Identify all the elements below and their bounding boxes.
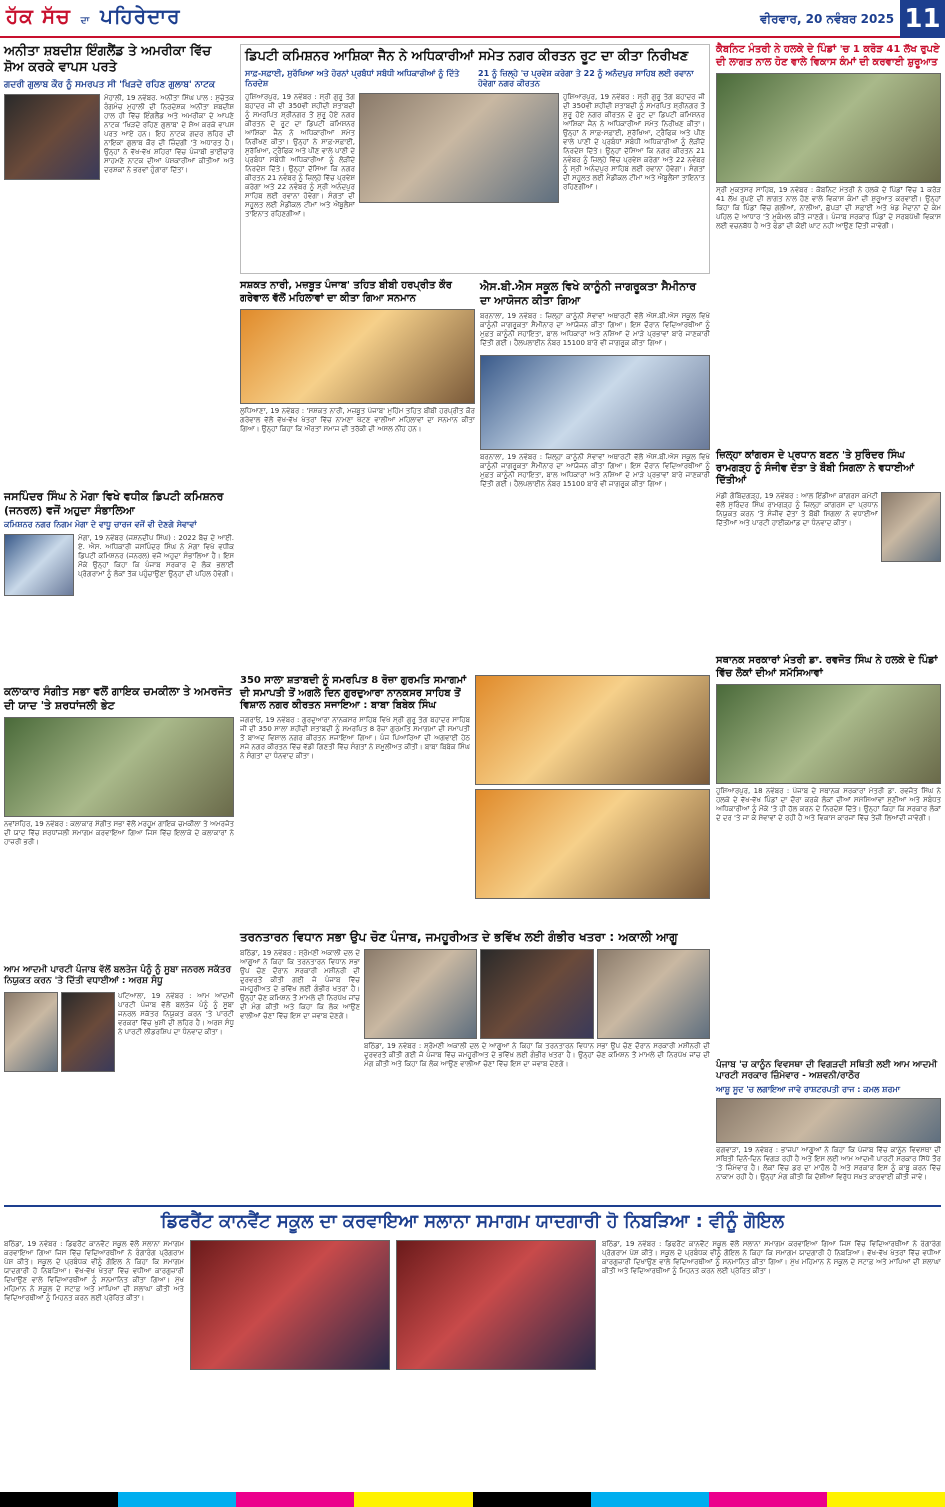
article-body: ਮੋਹਾਲੀ, 19 ਨਵੰਬਰ. ਅਨੀਤਾ ਸਿੰਘ ਪਾਲ : ਸੁਚੇਤਕ ਰੰਗਮੰਚ ਮੁਹਾਲੀ ਦੀ ਨਿਰਦੇਸ਼ਕ ਅਨੀਤਾ ਸ਼ਬਦੀਸ਼ ਹਾਲ ਹੀ ਵਿੱਚ ਇੰਗਲੈਂਡ ਅਤੇ ਅਮਰੀਕਾ ਦੇ ਆਪਣੇ ਨਾਟਕ 'ਖਿੜਦੇ ਰਹਿਣ ਗੁਲਾਬ' ਦੇ ਸ਼ੋਅ ਕਰਕੇ ਵਾਪਸ ਪਰਤ ਆਏ ਹਨ। ਇਹ ਨਾਟਕ ਗਦਰ ਲਹਿਰ ਦੀ ਨਾਇਕਾ ਗੁਲਾਬ ਕੌਰ ਦੀ ਜ਼ਿੰਦਗੀ 'ਤੇ ਅਧਾਰਤ ਹੈ। ਉਨ੍ਹਾਂ ਨੇ ਵੱਖ-ਵੱਖ ਸ਼ਹਿਰਾਂ ਵਿੱਚ ਪੰਜਾਬੀ ਭਾਈਚਾਰੇ ਸਾਹਮਣੇ ਨਾਟਕ ਦੀਆਂ ਪੇਸ਼ਕਾਰੀਆਂ ਕੀਤੀਆਂ ਅਤੇ ਦਰਸ਼ਕਾਂ ਨੇ ਭਰਵਾਂ ਹੁੰਗਾਰਾ ਦਿੱਤਾ।	[104, 93, 234, 174]
article-chamkila	[4, 685, 234, 865]
article-law-order	[716, 1060, 941, 1200]
headline: ਡਿਪਟੀ ਕਮਿਸ਼ਨਰ ਆਸ਼ਿਕਾ ਜੈਨ ਨੇ ਅਧਿਕਾਰੀਆਂ ਸਮੇਤ ਨਗਰ ਕੀਰਤਨ ਰੂਟ ਦਾ ਕੀਤਾ ਨਿਰੀਖਣ	[245, 49, 689, 64]
headline: ਡਿਫਰੈਂਟ ਕਾਨਵੈਂਟ ਸਕੂਲ ਦਾ ਕਰਵਾਇਆ ਸਲਾਨਾ ਸਮਾਗਮ ਯਾਦਗਾਰੀ ਹੋ ਨਿਬੜਿਆ : ਵੀਨੂੰ ਗੋਇਲ	[160, 1211, 785, 1232]
article-jaspinder	[4, 490, 234, 680]
logo-part-3: ਪਹਿਰੇਦਾਰ	[100, 4, 181, 28]
article-body-left: ਹੁਸ਼ਿਆਰਪੁਰ, 19 ਨਵੰਬਰ : ਸ੍ਰੀ ਗੁਰੂ ਤੇਗ ਬਹਾਦਰ ਜੀ ਦੀ 350ਵੀਂ ਸ਼ਹੀਦੀ ਸ਼ਤਾਬਦੀ ਨੂੰ ਸਮਰਪਿਤ ਸ਼੍ਰੀਨਗਰ ਤੋਂ ਸ਼ੁਰੂ ਹੋਏ ਨਗਰ ਕੀਰਤਨ ਦੇ ਰੂਟ ਦਾ ਡਿਪਟੀ ਕਮਿਸ਼ਨਰ ਆਸ਼ਿਕਾ ਜੈਨ ਨੇ ਅਧਿਕਾਰੀਆਂ ਸਮੇਤ ਨਿਰੀਖਣ ਕੀਤਾ। ਉਨ੍ਹਾਂ ਨੇ ਸਾਫ਼-ਸਫ਼ਾਈ, ਸੁਰੱਖਿਆ, ਟ੍ਰੈਫਿਕ ਅਤੇ ਪੀਣ ਵਾਲੇ ਪਾਣੀ ਦੇ ਪ੍ਰਬੰਧਾਂ ਸਬੰਧੀ ਅਧਿਕਾਰੀਆਂ ਨੂੰ ਲੋੜੀਂਦੇ ਨਿਰਦੇਸ਼ ਦਿੱਤੇ। ਉਨ੍ਹਾਂ ਦੱਸਿਆ ਕਿ ਨਗਰ ਕੀਰਤਨ 21 ਨਵੰਬਰ ਨੂੰ ਜ਼ਿਲ੍ਹੇ ਵਿੱਚ ਪ੍ਰਵੇਸ਼ ਕਰੇਗਾ ਅਤੇ 22 ਨਵੰਬਰ ਨੂੰ ਸ੍ਰੀ ਅਨੰਦਪੁਰ ਸਾਹਿਬ ਲਈ ਰਵਾਨਾ ਹੋਵੇਗਾ। ਸੰਗਤਾਂ ਦੀ ਸਹੂਲਤ ਲਈ ਮੈਡੀਕਲ ਟੀਮਾਂ ਅਤੇ ਐਂਬੂਲੈਂਸਾਂ ਤਾਇਨਾਤ ਰਹਿਣਗੀਆਂ।	[245, 93, 355, 219]
ceremony-photo-1	[190, 1240, 390, 1370]
headline: ਸਥਾਨਕ ਸਰਕਾਰਾਂ ਮੰਤਰੀ ਡਾ. ਰਵਜੋਤ ਸਿੰਘ ਨੇ ਹਲਕੇ ਦੇ ਪਿੰਡਾਂ ਵਿੱਚ ਲੋਕਾਂ ਦੀਆਂ ਸਮੱਸਿਆਵਾਂ	[716, 655, 938, 679]
headline: ਜ਼ਿਲ੍ਹਾ ਕਾਂਗਰਸ ਦੇ ਪ੍ਰਧਾਨ ਬਣਨ 'ਤੇ ਸੁਰਿੰਦਰ ਸਿੰਘ ਰਾਮਗੜ੍ਹ ਨੂੰ ਸੰਜੀਵ ਦੱਤਾ ਤੇ ਬੌਬੀ ਸਿਗਲਾ ਨੇ ਵਧਾਈਆਂ ਦਿੱਤੀਆਂ	[716, 450, 915, 486]
kirtan-photo-1	[475, 675, 710, 785]
headline: ਕੈਬਨਿਟ ਮੰਤਰੀ ਨੇ ਹਲਕੇ ਦੇ ਪਿੰਡਾਂ 'ਚ 1 ਕਰੋੜ 41 ਲੱਖ ਰੁਪਏ ਦੀ ਲਾਗਤ ਨਾਲ ਹੋਣ ਵਾਲੇ ਵਿਕਾਸ ਕੰਮਾਂ ਦੀ ਕਰਵਾਈ ਸ਼ੁਰੂਆਤ	[716, 44, 940, 68]
dateline: ਵੀਰਵਾਰ, 20 ਨਵੰਬਰ 2025	[760, 12, 895, 26]
officer-photo	[4, 534, 74, 596]
masthead	[0, 0, 945, 38]
color-registration-bar	[0, 1492, 945, 1507]
article-body-right: ਹੁਸ਼ਿਆਰਪੁਰ, 19 ਨਵੰਬਰ : ਸ੍ਰੀ ਗੁਰੂ ਤੇਗ ਬਹਾਦਰ ਜੀ ਦੀ 350ਵੀਂ ਸ਼ਹੀਦੀ ਸ਼ਤਾਬਦੀ ਨੂੰ ਸਮਰਪਿਤ ਸ਼੍ਰੀਨਗਰ ਤੋਂ ਸ਼ੁਰੂ ਹੋਏ ਨਗਰ ਕੀਰਤਨ ਦੇ ਰੂਟ ਦਾ ਡਿਪਟੀ ਕਮਿਸ਼ਨਰ ਆਸ਼ਿਕਾ ਜੈਨ ਨੇ ਅਧਿਕਾਰੀਆਂ ਸਮੇਤ ਨਿਰੀਖਣ ਕੀਤਾ। ਉਨ੍ਹਾਂ ਨੇ ਸਾਫ਼-ਸਫ਼ਾਈ, ਸੁਰੱਖਿਆ, ਟ੍ਰੈਫਿਕ ਅਤੇ ਪੀਣ ਵਾਲੇ ਪਾਣੀ ਦੇ ਪ੍ਰਬੰਧਾਂ ਸਬੰਧੀ ਅਧਿਕਾਰੀਆਂ ਨੂੰ ਲੋੜੀਂਦੇ ਨਿਰਦੇਸ਼ ਦਿੱਤੇ। ਉਨ੍ਹਾਂ ਦੱਸਿਆ ਕਿ ਨਗਰ ਕੀਰਤਨ 21 ਨਵੰਬਰ ਨੂੰ ਜ਼ਿਲ੍ਹੇ ਵਿੱਚ ਪ੍ਰਵੇਸ਼ ਕਰੇਗਾ ਅਤੇ 22 ਨਵੰਬਰ ਨੂੰ ਸ੍ਰੀ ਅਨੰਦਪੁਰ ਸਾਹਿਬ ਲਈ ਰਵਾਨਾ ਹੋਵੇਗਾ। ਸੰਗਤਾਂ ਦੀ ਸਹੂਲਤ ਲਈ ਮੈਡੀਕਲ ਟੀਮਾਂ ਅਤੇ ਐਂਬੂਲੈਂਸਾਂ ਤਾਇਨਾਤ ਰਹਿਣਗੀਆਂ।	[563, 93, 705, 192]
logo-part-1: ਹੱਕ ਸੱਚ	[6, 4, 71, 28]
logo-part-2: ਦਾ	[80, 16, 91, 26]
article-body: ਨਵਾਂਸ਼ਹਿਰ, 19 ਨਵੰਬਰ : ਕਲਾਕਾਰ ਸੰਗੀਤ ਸਭਾ ਵੱਲੋਂ ਮਰਹੂਮ ਗਾਇਕ ਚਮਕੀਲਾ ਤੇ ਅਮਰਜੋਤ ਦੀ ਯਾਦ ਵਿੱਚ ਸ਼ਰਧਾਂਜਲੀ ਸਮਾਗਮ ਕਰਵਾਇਆ ਗਿਆ ਜਿਸ ਵਿੱਚ ਇਲਾਕੇ ਦੇ ਕਲਾਕਾਰਾਂ ਨੇ ਹਾਜ਼ਰੀ ਭਰੀ।	[4, 819, 234, 846]
subhead: ਗਦਰੀ ਗੁਲਾਬ ਕੌਰ ਨੂੰ ਸਮਰਪਤ ਸੀ 'ਖਿੜਦੇ ਰਹਿਣ ਗੁਲਾਬ' ਨਾਟਕ	[4, 79, 216, 90]
inspection-photo	[359, 93, 559, 203]
leader-photo-1	[364, 949, 477, 1039]
kirtan-photo-2	[475, 789, 710, 899]
article-body-right: ਬਠਿੰਡਾ, 19 ਨਵੰਬਰ : ਡਿਫਰੈਂਟ ਕਾਨਵੈਂਟ ਸਕੂਲ ਵੱਲੋਂ ਸਲਾਨਾ ਸਮਾਗਮ ਕਰਵਾਇਆ ਗਿਆ ਜਿਸ ਵਿੱਚ ਵਿਦਿਆਰਥੀਆਂ ਨੇ ਰੰਗਾਰੰਗ ਪ੍ਰੋਗਰਾਮ ਪੇਸ਼ ਕੀਤੇ। ਸਕੂਲ ਦੇ ਪ੍ਰਬੰਧਕ ਵੀਨੂੰ ਗੋਇਲ ਨੇ ਕਿਹਾ ਕਿ ਸਮਾਗਮ ਯਾਦਗਾਰੀ ਹੋ ਨਿਬੜਿਆ। ਵੱਖ-ਵੱਖ ਖੇਤਰਾਂ ਵਿੱਚ ਵਧੀਆ ਕਾਰਗੁਜ਼ਾਰੀ ਦਿਖਾਉਣ ਵਾਲੇ ਵਿਦਿਆਰਥੀਆਂ ਨੂੰ ਸਨਮਾਨਿਤ ਕੀਤਾ ਗਿਆ। ਮੁੱਖ ਮਹਿਮਾਨ ਨੇ ਸਕੂਲ ਦੇ ਸਟਾਫ਼ ਅਤੇ ਮਾਪਿਆਂ ਦੀ ਸ਼ਲਾਘਾ ਕੀਤੀ ਅਤੇ ਵਿਦਿਆਰਥੀਆਂ ਨੂੰ ਮਿਹਨਤ ਕਰਨ ਲਈ ਪ੍ਰੇਰਿਤ ਕੀਤਾ।	[602, 1239, 941, 1275]
article-convent-school	[4, 1205, 941, 1490]
ceremony-photo-2	[396, 1240, 596, 1370]
portrait-photo-1	[4, 992, 58, 1072]
article-body: ਬਠਿੰਡਾ, 19 ਨਵੰਬਰ : ਸ਼੍ਰੋਮਣੀ ਅਕਾਲੀ ਦਲ ਦੇ ਆਗੂਆਂ ਨੇ ਕਿਹਾ ਕਿ ਤਰਨਤਾਰਨ ਵਿਧਾਨ ਸਭਾ ਉਪ ਚੋਣ ਦੌਰਾਨ ਸਰਕਾਰੀ ਮਸ਼ੀਨਰੀ ਦੀ ਦੁਰਵਰਤੋਂ ਕੀਤੀ ਗਈ ਜੋ ਪੰਜਾਬ ਵਿੱਚ ਜਮਹੂਰੀਅਤ ਦੇ ਭਵਿੱਖ ਲਈ ਗੰਭੀਰ ਖਤਰਾ ਹੈ। ਉਨ੍ਹਾਂ ਚੋਣ ਕਮਿਸ਼ਨ ਤੋਂ ਮਾਮਲੇ ਦੀ ਨਿਰਪੱਖ ਜਾਂਚ ਦੀ ਮੰਗ ਕੀਤੀ ਅਤੇ ਕਿਹਾ ਕਿ ਲੋਕ ਆਉਣ ਵਾਲੀਆਂ ਚੋਣਾਂ ਵਿੱਚ ਇਸ ਦਾ ਜਵਾਬ ਦੇਣਗੇ।	[364, 1042, 710, 1068]
article-women-honour	[240, 280, 475, 670]
article-body: ਫਗਵਾੜਾ, 19 ਨਵੰਬਰ : ਭਾਜਪਾ ਆਗੂਆਂ ਨੇ ਕਿਹਾ ਕਿ ਪੰਜਾਬ ਵਿੱਚ ਕਾਨੂੰਨ ਵਿਵਸਥਾ ਦੀ ਸਥਿਤੀ ਦਿਨੋਂ-ਦਿਨ ਵਿਗੜ ਰਹੀ ਹੈ ਅਤੇ ਇਸ ਲਈ ਆਮ ਆਦਮੀ ਪਾਰਟੀ ਸਰਕਾਰ ਸਿੱਧੇ ਤੌਰ 'ਤੇ ਜ਼ਿੰਮੇਵਾਰ ਹੈ। ਲੋਕਾਂ ਵਿੱਚ ਡਰ ਦਾ ਮਾਹੌਲ ਹੈ ਅਤੇ ਸਰਕਾਰ ਇਸ ਨੂੰ ਕਾਬੂ ਕਰਨ ਵਿੱਚ ਨਾਕਾਮ ਰਹੀ ਹੈ। ਉਨ੍ਹਾਂ ਮੰਗ ਕੀਤੀ ਕਿ ਦੋਸ਼ੀਆਂ ਵਿਰੁੱਧ ਸਖ਼ਤ ਕਾਰਵਾਈ ਕੀਤੀ ਜਾਵੇ।	[716, 1145, 941, 1181]
article-body: ਪਟਿਆਲਾ, 19 ਨਵੰਬਰ : ਆਮ ਆਦਮੀ ਪਾਰਟੀ ਪੰਜਾਬ ਵੱਲੋਂ ਬਲਤੇਜ ਪੰਨੂੰ ਨੂੰ ਸੂਬਾ ਜਨਰਲ ਸਕੱਤਰ ਨਿਯੁਕਤ ਕਰਨ 'ਤੇ ਪਾਰਟੀ ਵਰਕਰਾਂ ਵਿੱਚ ਖੁਸ਼ੀ ਦੀ ਲਹਿਰ ਹੈ। ਅਰਸ਼ ਸੰਧੂ ਨੇ ਪਾਰਟੀ ਲੀਡਰਸ਼ਿਪ ਦਾ ਧੰਨਵਾਦ ਕੀਤਾ।	[118, 991, 234, 1036]
article-body: ਜਗਰਾਓਂ, 19 ਨਵੰਬਰ : ਗੁਰਦੁਆਰਾ ਨਾਨਕਸਰ ਸਾਹਿਬ ਵਿਖੇ ਸ੍ਰੀ ਗੁਰੂ ਤੇਗ ਬਹਾਦਰ ਸਾਹਿਬ ਜੀ ਦੀ 350 ਸਾਲਾ ਸ਼ਹੀਦੀ ਸ਼ਤਾਬਦੀ ਨੂੰ ਸਮਰਪਿਤ 8 ਰੋਜ਼ਾ ਗੁਰਮਤਿ ਸਮਾਗਮਾਂ ਦੀ ਸਮਾਪਤੀ ਤੋਂ ਬਾਅਦ ਵਿਸ਼ਾਲ ਨਗਰ ਕੀਰਤਨ ਸਜਾਇਆ ਗਿਆ। ਪੰਜ ਪਿਆਰਿਆਂ ਦੀ ਅਗਵਾਈ ਹੇਠ ਸਜੇ ਨਗਰ ਕੀਰਤਨ ਵਿੱਚ ਵੱਡੀ ਗਿਣਤੀ ਵਿੱਚ ਸੰਗਤਾਂ ਨੇ ਸ਼ਮੂਲੀਅਤ ਕੀਤੀ। ਬਾਬਾ ਬਿਬੇਕ ਸਿੰਘ ਨੇ ਸੰਗਤਾਂ ਦਾ ਧੰਨਵਾਦ ਕੀਤਾ।	[240, 715, 470, 760]
article-dc-inspection	[240, 44, 710, 274]
leader-photo-3	[597, 949, 710, 1039]
headline: ਸਸ਼ਕਤ ਨਾਰੀ, ਮਜ਼ਬੂਤ ਪੰਜਾਬ' ਤਹਿਤ ਬੀਬੀ ਹਰਪ੍ਰੀਤ ਕੌਰ ਗਰੇਵਾਲ ਵੱਲੋਂ ਮਹਿਲਾਵਾਂ ਦਾ ਕੀਤਾ ਗਿਆ ਸਨਮਾਨ	[240, 280, 452, 304]
page-number: 11	[900, 0, 945, 38]
article-body: ਮੰਡੀ ਗੋਬਿੰਦਗੜ੍ਹ, 19 ਨਵੰਬਰ : ਆਲ ਇੰਡੀਆ ਕਾਂਗਰਸ ਕਮੇਟੀ ਵੱਲੋਂ ਸੁਰਿੰਦਰ ਸਿੰਘ ਰਾਮਗੜ੍ਹ ਨੂੰ ਜ਼ਿਲ੍ਹਾ ਕਾਂਗਰਸ ਦਾ ਪ੍ਰਧਾਨ ਨਿਯੁਕਤ ਕਰਨ 'ਤੇ ਸੰਜੀਵ ਦੱਤਾ ਤੇ ਬੌਬੀ ਸਿਗਲਾ ਨੇ ਵਧਾਈਆਂ ਦਿੱਤੀਆਂ ਅਤੇ ਪਾਰਟੀ ਹਾਈਕਮਾਂਡ ਦਾ ਧੰਨਵਾਦ ਕੀਤਾ।	[716, 491, 878, 527]
article-tarn-taran	[240, 930, 710, 1200]
article-body: ਬਰਨਾਲਾ, 19 ਨਵੰਬਰ : ਜ਼ਿਲ੍ਹਾ ਕਾਨੂੰਨੀ ਸੇਵਾਵਾਂ ਅਥਾਰਟੀ ਵੱਲੋਂ ਐਸ.ਬੀ.ਐਸ ਸਕੂਲ ਵਿਖੇ ਕਾਨੂੰਨੀ ਜਾਗਰੂਕਤਾ ਸੈਮੀਨਾਰ ਦਾ ਆਯੋਜਨ ਕੀਤਾ ਗਿਆ। ਇਸ ਦੌਰਾਨ ਵਿਦਿਆਰਥੀਆਂ ਨੂੰ ਮੁਫ਼ਤ ਕਾਨੂੰਨੀ ਸਹਾਇਤਾ, ਬਾਲ ਅਧਿਕਾਰਾਂ ਅਤੇ ਨਸ਼ਿਆਂ ਦੇ ਮਾੜੇ ਪ੍ਰਭਾਵਾਂ ਬਾਰੇ ਜਾਣਕਾਰੀ ਦਿੱਤੀ ਗਈ। ਹੈਲਪਲਾਈਨ ਨੰਬਰ 15100 ਬਾਰੇ ਵੀ ਜਾਗਰੂਕ ਕੀਤਾ ਗਿਆ।	[480, 452, 710, 488]
article-body-left: ਬਠਿੰਡਾ, 19 ਨਵੰਬਰ : ਸ਼੍ਰੋਮਣੀ ਅਕਾਲੀ ਦਲ ਦੇ ਆਗੂਆਂ ਨੇ ਕਿਹਾ ਕਿ ਤਰਨਤਾਰਨ ਵਿਧਾਨ ਸਭਾ ਉਪ ਚੋਣ ਦੌਰਾਨ ਸਰਕਾਰੀ ਮਸ਼ੀਨਰੀ ਦੀ ਦੁਰਵਰਤੋਂ ਕੀਤੀ ਗਈ ਜੋ ਪੰਜਾਬ ਵਿੱਚ ਜਮਹੂਰੀਅਤ ਦੇ ਭਵਿੱਖ ਲਈ ਗੰਭੀਰ ਖਤਰਾ ਹੈ। ਉਨ੍ਹਾਂ ਚੋਣ ਕਮਿਸ਼ਨ ਤੋਂ ਮਾਮਲੇ ਦੀ ਨਿਰਪੱਖ ਜਾਂਚ ਦੀ ਮੰਗ ਕੀਤੀ ਅਤੇ ਕਿਹਾ ਕਿ ਲੋਕ ਆਉਣ ਵਾਲੀਆਂ ਚੋਣਾਂ ਵਿੱਚ ਇਸ ਦਾ ਜਵਾਬ ਦੇਣਗੇ।	[240, 949, 360, 1020]
headline: ਤਰਨਤਾਰਨ ਵਿਧਾਨ ਸਭਾ ਉਪ ਚੋਣ ਪੰਜਾਬ, ਜਮਹੂਰੀਅਤ ਦੇ ਭਵਿੱਖ ਲਈ ਗੰਭੀਰ ਖਤਰਾ : ਅਕਾਲੀ ਆਗੂ	[240, 930, 678, 944]
article-nagar-kirtan	[240, 675, 470, 925]
headline: 350 ਸਾਲਾ ਸ਼ਤਾਬਦੀ ਨੂੰ ਸਮਰਪਿਤ 8 ਰੋਜ਼ਾ ਗੁਰਮਤਿ ਸਮਾਗਮਾਂ ਦੀ ਸਮਾਪਤੀ ਤੋਂ ਅਗਲੇ ਦਿਨ ਗੁਰਦੁਆਰਾ ਨਾਨਕਸਰ ਸਾਹਿਬ ਤੋਂ ਵਿਸ਼ਾਲ ਨਗਰ ਕੀਰਤਨ ਸਜਾਇਆ : ਬਾਬਾ ਬਿਬੇਕ ਸਿੰਘ	[240, 675, 467, 711]
article-body-top: ਬਰਨਾਲਾ, 19 ਨਵੰਬਰ : ਜ਼ਿਲ੍ਹਾ ਕਾਨੂੰਨੀ ਸੇਵਾਵਾਂ ਅਥਾਰਟੀ ਵੱਲੋਂ ਐਸ.ਬੀ.ਐਸ ਸਕੂਲ ਵਿਖੇ ਕਾਨੂੰਨੀ ਜਾਗਰੂਕਤਾ ਸੈਮੀਨਾਰ ਦਾ ਆਯੋਜਨ ਕੀਤਾ ਗਿਆ। ਇਸ ਦੌਰਾਨ ਵਿਦਿਆਰਥੀਆਂ ਨੂੰ ਮੁਫ਼ਤ ਕਾਨੂੰਨੀ ਸਹਾਇਤਾ, ਬਾਲ ਅਧਿਕਾਰਾਂ ਅਤੇ ਨਸ਼ਿਆਂ ਦੇ ਮਾੜੇ ਪ੍ਰਭਾਵਾਂ ਬਾਰੇ ਜਾਣਕਾਰੀ ਦਿੱਤੀ ਗਈ। ਹੈਲਪਲਾਈਨ ਨੰਬਰ 15100 ਬਾਰੇ ਵੀ ਜਾਗਰੂਕ ਕੀਤਾ ਗਿਆ।	[480, 311, 710, 347]
subhead-a: ਸਾਫ਼-ਸਫ਼ਾਈ, ਸੁਰੱਖਿਆ ਅਤੇ ਹੋਰਨਾਂ ਪ੍ਰਬੰਧਾਂ ਸਬੰਧੀ ਅਧਿਕਾਰੀਆਂ ਨੂੰ ਦਿੱਤੇ ਨਿਰਦੇਸ਼	[245, 69, 460, 89]
subhead: ਕਮਿਸ਼ਨਰ ਨਗਰ ਨਿਗਮ ਮੋਗਾ ਦੇ ਵਾਧੂ ਚਾਰਜ ਵਜੋਂ ਵੀ ਦੇਣਗੇ ਸੇਵਾਵਾਂ	[4, 519, 197, 529]
headline: ਪੰਜਾਬ 'ਚ ਕਾਨੂੰਨ ਵਿਵਸਥਾ ਦੀ ਵਿਗੜਦੀ ਸਥਿਤੀ ਲਈ ਆਮ ਆਦਮੀ ਪਾਰਟੀ ਸਰਕਾਰ ਜ਼ਿੰਮੇਵਾਰ - ਅਸ਼ਵਨੀ/ਰਾਠੌਰ	[716, 1060, 938, 1082]
article-anita	[4, 44, 234, 304]
headline: ਜਸਪਿੰਦਰ ਸਿੰਘ ਨੇ ਮੋਗਾ ਵਿਖੇ ਵਧੀਕ ਡਿਪਟੀ ਕਮਿਸ਼ਨਰ (ਜਨਰਲ) ਵਜੋਂ ਅਹੁਦਾ ਸੰਭਾਲਿਆ	[4, 490, 224, 517]
protest-photo	[716, 1098, 941, 1143]
portrait-photo	[881, 492, 941, 562]
headline: ਅਨੀਤਾ ਸ਼ਬਦੀਸ਼ ਇੰਗਲੈਂਡ ਤੇ ਅਮਰੀਕਾ ਵਿੱਚ ਸ਼ੋਅ ਕਰਕੇ ਵਾਪਸ ਪਰਤੇ	[4, 44, 212, 76]
village-visit-photo	[716, 684, 941, 784]
article-cabinet-minister	[716, 44, 941, 444]
article-body: ਮੋਗਾ, 19 ਨਵੰਬਰ (ਜਸ਼ਨਦੀਪ ਸਿੰਘ) : 2022 ਬੈਚ ਦੇ ਆਈ. ਏ. ਐਸ. ਅਧਿਕਾਰੀ ਜਸਪਿੰਦਰ ਸਿੰਘ ਨੇ ਮੋਗਾ ਵਿਖੇ ਵਧੀਕ ਡਿਪਟੀ ਕਮਿਸ਼ਨਰ (ਜਨਰਲ) ਵਜੋਂ ਅਹੁਦਾ ਸੰਭਾਲਿਆ ਹੈ। ਇਸ ਮੌਕੇ ਉਨ੍ਹਾਂ ਕਿਹਾ ਕਿ ਪੰਜਾਬ ਸਰਕਾਰ ਦੇ ਲੋਕ ਭਲਾਈ ਪ੍ਰੋਗਰਾਮਾਂ ਨੂੰ ਲੋਕਾਂ ਤੱਕ ਪਹੁੰਚਾਉਣਾ ਉਨ੍ਹਾਂ ਦੀ ਪਹਿਲ ਹੋਵੇਗੀ।	[78, 533, 234, 578]
article-aap-pannu	[4, 965, 234, 1205]
article-ravjot-singh	[716, 655, 941, 935]
leader-photo-2	[480, 949, 593, 1039]
newspaper-logo	[6, 4, 181, 28]
article-body: ਸ੍ਰੀ ਮੁਕਤਸਰ ਸਾਹਿਬ, 19 ਨਵੰਬਰ : ਕੈਬਨਿਟ ਮੰਤਰੀ ਨੇ ਹਲਕੇ ਦੇ ਪਿੰਡਾਂ ਵਿੱਚ 1 ਕਰੋੜ 41 ਲੱਖ ਰੁਪਏ ਦੀ ਲਾਗਤ ਨਾਲ ਹੋਣ ਵਾਲੇ ਵਿਕਾਸ ਕੰਮਾਂ ਦੀ ਸ਼ੁਰੂਆਤ ਕਰਵਾਈ। ਉਨ੍ਹਾਂ ਕਿਹਾ ਕਿ ਪਿੰਡਾਂ ਵਿੱਚ ਗਲੀਆਂ, ਨਾਲੀਆਂ, ਛੱਪੜਾਂ ਦੀ ਸਫ਼ਾਈ ਅਤੇ ਖੇਡ ਮੈਦਾਨਾਂ ਦੇ ਕੰਮ ਪਹਿਲ ਦੇ ਆਧਾਰ 'ਤੇ ਮੁਕੰਮਲ ਕੀਤੇ ਜਾਣਗੇ। ਪੰਜਾਬ ਸਰਕਾਰ ਪਿੰਡਾਂ ਦੇ ਸਰਬਪੱਖੀ ਵਿਕਾਸ ਲਈ ਵਚਨਬੱਧ ਹੈ ਅਤੇ ਫੰਡਾਂ ਦੀ ਕੋਈ ਘਾਟ ਨਹੀਂ ਆਉਣ ਦਿੱਤੀ ਜਾਵੇਗੀ।	[716, 186, 941, 230]
subhead: ਆਸ਼ੂ ਸੂਦ 'ਚ ਲਗਾਇਆ ਜਾਵੇ ਰਾਸ਼ਟਰਪਤੀ ਰਾਜ : ਕਮਲ ਸ਼ਰਮਾ	[716, 1084, 900, 1094]
headline: ਕਲਾਕਾਰ ਸੰਗੀਤ ਸਭਾ ਵਲੋਂ ਗਾਇਕ ਚਮਕੀਲਾ ਤੇ ਅਮਰਜੋਤ ਦੀ ਯਾਦ 'ਤੇ ਸ਼ਰਧਾਂਜਲੀ ਭੇਟ	[4, 685, 232, 712]
article-congress-president	[716, 450, 941, 650]
portrait-photo-2	[61, 992, 115, 1072]
headline: ਆਮ ਆਦਮੀ ਪਾਰਟੀ ਪੰਜਾਬ ਵੱਲੋਂ ਬਲਤੇਜ ਪੰਨੂੰ ਨੂੰ ਸੂਬਾ ਜਨਰਲ ਸਕੱਤਰ ਨਿਯੁਕਤ ਕਰਨ 'ਤੇ ਦਿੱਤੀ ਵਧਾਈਆਂ : ਅਰਸ਼ ਸੰਧੂ	[4, 965, 232, 987]
subhead-b: 21 ਨੂੰ ਜ਼ਿਲ੍ਹੇ 'ਚ ਪ੍ਰਵੇਸ਼ ਕਰੇਗਾ ਤੇ 22 ਨੂੰ ਅਨੰਦਪੁਰ ਸਾਹਿਬ ਲਈ ਰਵਾਨਾ ਹੋਵੇਗਾ ਨਗਰ ਕੀਰਤਨ	[478, 69, 694, 89]
development-photo	[716, 73, 941, 183]
stage-photo	[4, 94, 100, 180]
tribute-photo	[4, 717, 234, 817]
article-body-left: ਬਠਿੰਡਾ, 19 ਨਵੰਬਰ : ਡਿਫਰੈਂਟ ਕਾਨਵੈਂਟ ਸਕੂਲ ਵੱਲੋਂ ਸਲਾਨਾ ਸਮਾਗਮ ਕਰਵਾਇਆ ਗਿਆ ਜਿਸ ਵਿੱਚ ਵਿਦਿਆਰਥੀਆਂ ਨੇ ਰੰਗਾਰੰਗ ਪ੍ਰੋਗਰਾਮ ਪੇਸ਼ ਕੀਤੇ। ਸਕੂਲ ਦੇ ਪ੍ਰਬੰਧਕ ਵੀਨੂੰ ਗੋਇਲ ਨੇ ਕਿਹਾ ਕਿ ਸਮਾਗਮ ਯਾਦਗਾਰੀ ਹੋ ਨਿਬੜਿਆ। ਵੱਖ-ਵੱਖ ਖੇਤਰਾਂ ਵਿੱਚ ਵਧੀਆ ਕਾਰਗੁਜ਼ਾਰੀ ਦਿਖਾਉਣ ਵਾਲੇ ਵਿਦਿਆਰਥੀਆਂ ਨੂੰ ਸਨਮਾਨਿਤ ਕੀਤਾ ਗਿਆ। ਮੁੱਖ ਮਹਿਮਾਨ ਨੇ ਸਕੂਲ ਦੇ ਸਟਾਫ਼ ਅਤੇ ਮਾਪਿਆਂ ਦੀ ਸ਼ਲਾਘਾ ਕੀਤੀ ਅਤੇ ਵਿਦਿਆਰਥੀਆਂ ਨੂੰ ਮਿਹਨਤ ਕਰਨ ਲਈ ਪ੍ਰੇਰਿਤ ਕੀਤਾ।	[4, 1239, 184, 1302]
seminar-photo	[480, 355, 710, 450]
article-body: ਲੁਧਿਆਣਾ, 19 ਨਵੰਬਰ : 'ਸਸ਼ਕਤ ਨਾਰੀ, ਮਜ਼ਬੂਤ ਪੰਜਾਬ' ਮੁਹਿੰਮ ਤਹਿਤ ਬੀਬੀ ਹਰਪ੍ਰੀਤ ਕੌਰ ਗਰੇਵਾਲ ਵੱਲੋਂ ਵੱਖ-ਵੱਖ ਖੇਤਰਾਂ ਵਿੱਚ ਨਾਮਣਾ ਖੱਟਣ ਵਾਲੀਆਂ ਮਹਿਲਾਵਾਂ ਦਾ ਸਨਮਾਨ ਕੀਤਾ ਗਿਆ। ਉਨ੍ਹਾਂ ਕਿਹਾ ਕਿ ਔਰਤਾਂ ਸਮਾਜ ਦੀ ਤਰੱਕੀ ਦੀ ਅਸਲ ਨੀਂਹ ਹਨ।	[240, 407, 475, 433]
nagar-kirtan-photos	[475, 675, 710, 925]
headline: ਐਸ.ਬੀ.ਐਸ ਸਕੂਲ ਵਿਖੇ ਕਾਨੂੰਨੀ ਜਾਗਰੂਕਤਾ ਸੈਮੀਨਾਰ ਦਾ ਆਯੋਜਨ ਕੀਤਾ ਗਿਆ	[480, 280, 697, 307]
group-photo	[240, 309, 475, 404]
article-body: ਹੁਸ਼ਿਆਰਪੁਰ, 18 ਨਵੰਬਰ : ਪੰਜਾਬ ਦੇ ਸਥਾਨਕ ਸਰਕਾਰਾਂ ਮੰਤਰੀ ਡਾ. ਰਵਜੋਤ ਸਿੰਘ ਨੇ ਹਲਕੇ ਦੇ ਵੱਖ-ਵੱਖ ਪਿੰਡਾਂ ਦਾ ਦੌਰਾ ਕਰਕੇ ਲੋਕਾਂ ਦੀਆਂ ਸਮੱਸਿਆਵਾਂ ਸੁਣੀਆਂ ਅਤੇ ਸਬੰਧਤ ਅਧਿਕਾਰੀਆਂ ਨੂੰ ਮੌਕੇ 'ਤੇ ਹੀ ਹੱਲ ਕਰਨ ਦੇ ਨਿਰਦੇਸ਼ ਦਿੱਤੇ। ਉਨ੍ਹਾਂ ਕਿਹਾ ਕਿ ਸਰਕਾਰ ਲੋਕਾਂ ਦੇ ਦਰ 'ਤੇ ਜਾ ਕੇ ਸੇਵਾਵਾਂ ਦੇ ਰਹੀ ਹੈ ਅਤੇ ਵਿਕਾਸ ਕਾਰਜਾਂ ਵਿੱਚ ਤੇਜ਼ੀ ਲਿਆਂਦੀ ਜਾਵੇਗੀ।	[716, 787, 941, 822]
article-sbs-seminar	[480, 280, 710, 670]
